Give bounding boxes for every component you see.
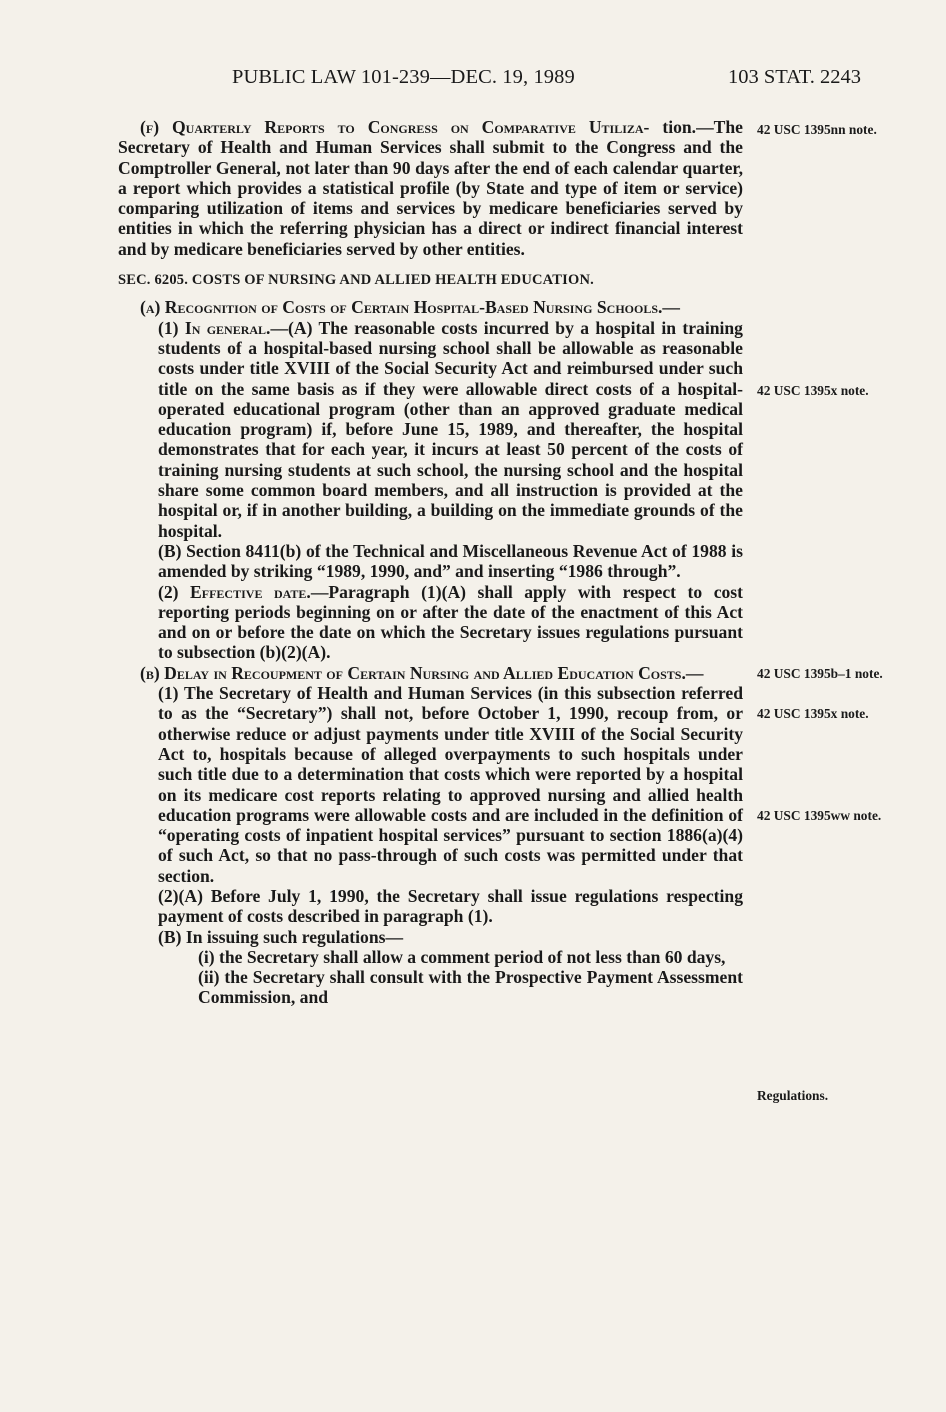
header-title: PUBLIC LAW 101-239—DEC. 19, 1989 [232, 66, 575, 88]
header-page-number: 103 STAT. 2243 [728, 66, 861, 88]
margin-note-2: 42 USC 1395x note. [757, 383, 869, 398]
para-b2A: (2)(A) Before July 1, 1990, the Secretary shall issue regulations respecting payment of costs described in paragraph (1). [158, 885, 743, 927]
para-a2-text: Paragraph (1)(A) shall apply with respect to cost reporting periods beginning on or after the date of the enactment of this Act and on or before the date on which the Secretary issues regulations pursuant to subsection (b)(2)(A). [158, 581, 744, 663]
para-a1B: (B) Section 8411(b) of the Technical and Miscellaneous Revenue Act of 1988 is amended by striking “1989, 1990, and” and inserting “1986 through”. [158, 540, 743, 582]
para-f-body: tion.—The Secretary of Health and Human Services shall submit to the Congress and the Comptroller General, not later than 90 days after the end of each calendar quarter, a report which provides a statistical profile (by State and type of item or service) comparing utilization of items and services by medicare beneficiaries served by entities in which the referring physician has a direct or indirect financial interest and by medicare beneficiaries served by other entities. [118, 117, 743, 259]
para-b2B: (B) In issuing such regulations— [158, 926, 404, 947]
para-b1: (1) The Secretary of Health and Human Services (in this subsection referred to as the “Secretary”) shall not, before October 1, 1990, recoup from, or otherwise reduce or adjust payments under title XVIII of the Social Security Act to, hospitals because of alleged overpayments to such hospitals under such title due to a determination that costs which were reported by a hospital on its medicare cost reports relating to approved nursing and allied health education programs were allowable costs and are included in the definition of “operating costs of inpatient hospital services” pursuant to section 1886(a)(4) of such Act, so that no pass-through of such costs was permitted under that section. [158, 683, 743, 886]
para-a2 [118, 582, 743, 663]
subsection-b-heading: (b) Delay in Recoupment of Certain Nursing and Allied Education Costs.— [140, 662, 704, 683]
para-a1 [118, 318, 743, 541]
para-b2Bii: (ii) the Secretary shall consult with the Prospective Payment Assessment Commission, and [198, 967, 743, 1008]
margin-note-5: 42 USC 1395ww note. [757, 808, 882, 823]
margin-note-regulations: Regulations. [757, 1088, 829, 1103]
margin-note-3: 42 USC 1395b–1 note. [757, 666, 883, 681]
page-header [0, 66, 946, 96]
margin-note-1: 42 USC 1395nn note. [757, 122, 877, 137]
para-f-heading: (f) Quarterly Reports to Congress on Comparative Utiliza- [140, 117, 650, 137]
para-b2Bi: (i) the Secretary shall allow a comment period of not less than 60 days, [198, 946, 726, 967]
body-text [118, 117, 743, 1008]
subsection-a-heading: (a) Recognition of Costs of Certain Hospital-Based Nursing Schools.— [140, 297, 680, 318]
margin-note-4: 42 USC 1395x note. [757, 706, 869, 721]
section-heading: SEC. 6205. COSTS OF NURSING AND ALLIED HEALTH EDUCATION. [118, 272, 594, 289]
para-a1-lead: (1) In general.— [158, 317, 289, 338]
para-f [118, 117, 743, 259]
para-a1-text: (A) The reasonable costs incurred by a hospital in training students of a hospital-based nursing school shall be allowable as reasonable costs under title XVIII of the Social Security Act and reimbursed under such title on the same basis as if they were allowable direct costs of a hospital-operated educational program (other than an approved graduate medical education program) if, before June 15, 1989, and thereafter, the hospital demonstrates that for each year, it incurs at least 50 percent of the costs of training nursing students at such school, the nursing school and the hospital share some common board members, and all instruction is provided at the hospital or, if in another building, a building on the immediate grounds of the hospital. [158, 317, 743, 541]
para-a2-lead: (2) Effective date.— [158, 581, 329, 602]
